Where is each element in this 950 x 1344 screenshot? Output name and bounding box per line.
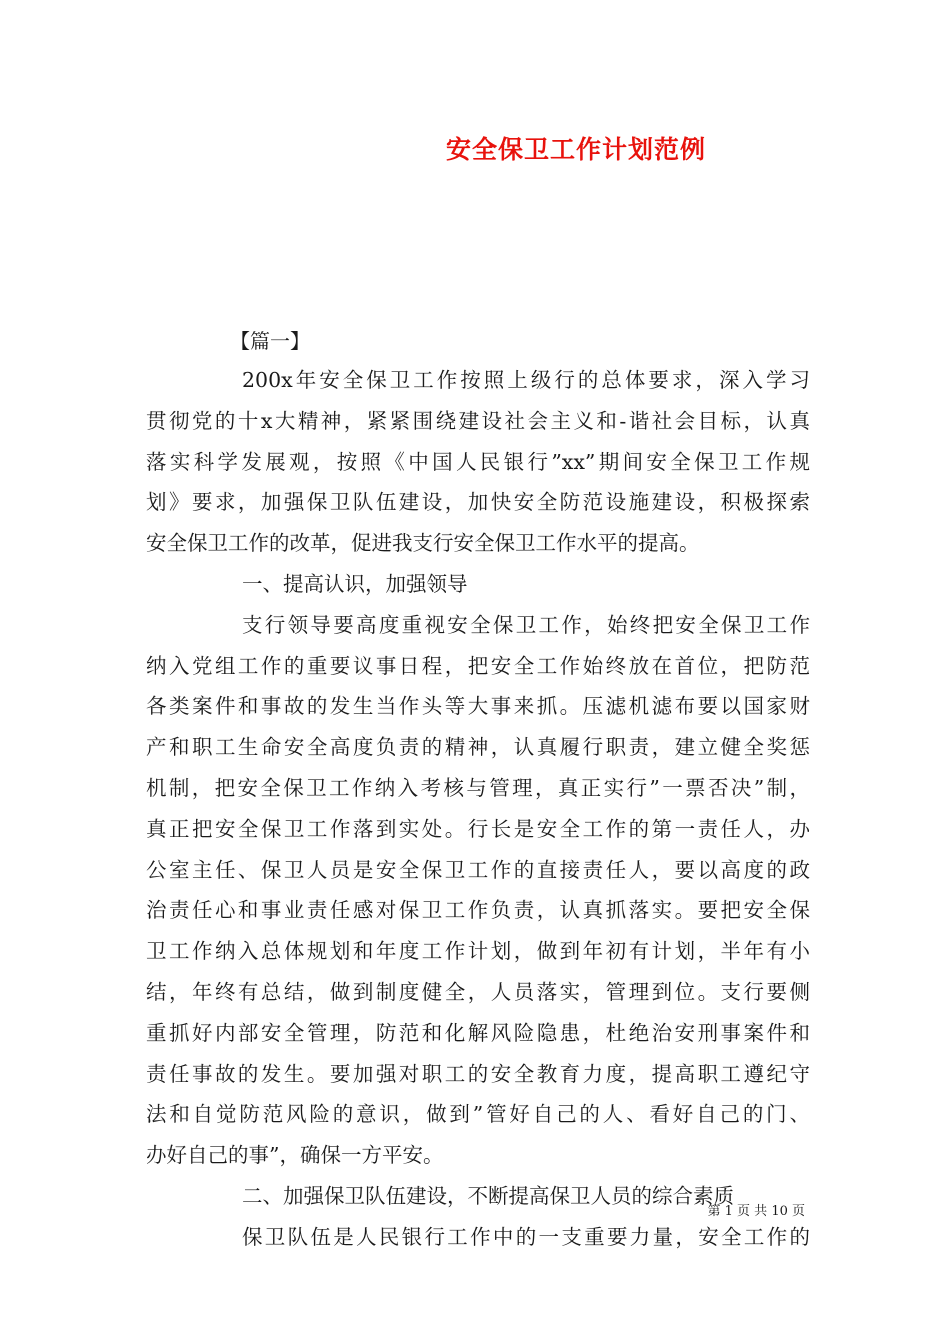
body-text (146, 360, 810, 1258)
text-line: 法和自觉防范风险的意识，做到”管好自己的人、看好自己的门、 (146, 1102, 810, 1127)
section-tag: 【篇一】 (230, 329, 310, 353)
text-line: 责任事故的发生。要加强对职工的安全教育力度，提高职工遵纪守 (146, 1061, 810, 1086)
text-line: 产和职工生命安全高度负责的精神，认真履行职责，建立健全奖惩 (146, 735, 810, 760)
text-line: 治责任心和事业责任感对保卫工作负责，认真抓落实。要把安全保 (146, 898, 810, 923)
text-line: 一、提高认识，加强领导 (242, 571, 468, 596)
text-line: 落实科学发展观，按照《中国人民银行”xx”期间安全保卫工作规 (146, 449, 810, 474)
text-line: 支行领导要高度重视安全保卫工作，始终把安全保卫工作 (242, 612, 810, 637)
text-line: 卫工作纳入总体规划和年度工作计划，做到年初有计划，半年有小 (146, 939, 810, 964)
text-line: 安全保卫工作的改革，促进我支行安全保卫工作水平的提高。 (146, 531, 700, 556)
text-line: 机制，把安全保卫工作纳入考核与管理，真正实行”一票否决”制， (146, 775, 810, 800)
text-line: 划》要求，加强保卫队伍建设，加快安全防范设施建设，积极探索 (146, 490, 810, 515)
page-footer: 第 1 页 共 10 页 (707, 1204, 805, 1219)
text-line: 各类案件和事故的发生当作头等大事来抓。压滤机滤布要以国家财 (146, 694, 810, 719)
text-line: 二、加强保卫队伍建设，不断提高保卫人员的综合素质 (242, 1183, 734, 1208)
text-line: 结，年终有总结，做到制度健全，人员落实，管理到位。支行要侧 (146, 979, 810, 1004)
text-line: 重抓好内部安全管理，防范和化解风险隐患，杜绝治安刑事案件和 (146, 1020, 810, 1045)
text-line: 办好自己的事”，确保一方平安。 (146, 1143, 444, 1168)
text-line: 真正把安全保卫工作落到实处。行长是安全工作的第一责任人，办 (146, 816, 810, 841)
text-line: 保卫队伍是人民银行工作中的一支重要力量，安全工作的 (242, 1224, 810, 1249)
text-line: 纳入党组工作的重要议事日程，把安全工作始终放在首位，把防范 (146, 653, 810, 678)
text-line: 贯彻党的十x大精神，紧紧围绕建设社会主义和-谐社会目标，认真 (146, 408, 810, 433)
text-line: 200x年安全保卫工作按照上级行的总体要求，深入学习 (242, 368, 810, 392)
document-title: 安全保卫工作计划范例 (445, 135, 706, 164)
text-line: 公室主任、保卫人员是安全保卫工作的直接责任人，要以高度的政 (146, 857, 810, 882)
